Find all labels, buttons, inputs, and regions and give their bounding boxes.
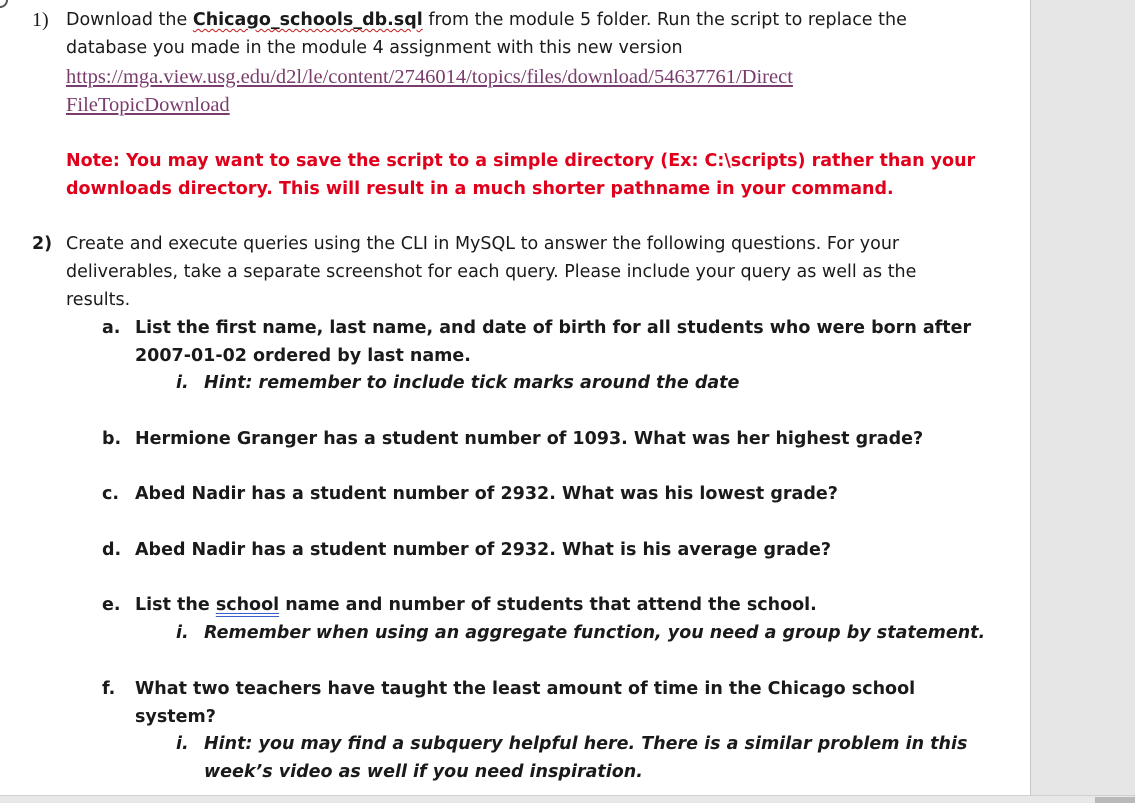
page-corner-mark <box>0 0 8 8</box>
question-c-line-1: Abed Nadir has a student number of 2932. What was his lowest grade? <box>135 484 838 504</box>
note-line-1: Note: You may want to save the script to a simple directory (Ex: C:\scripts) rather than your <box>66 151 976 171</box>
item-2-line-2: deliverables, take a separate screenshot for each query. Please include your query as well as the <box>66 262 917 282</box>
document-side-margin <box>1030 0 1135 803</box>
question-e-school-word: school <box>215 595 280 615</box>
question-e-prefix: List the <box>135 595 210 615</box>
question-e-line-1 <box>135 595 817 615</box>
question-c-marker: c. <box>102 484 120 504</box>
question-f-marker: f. <box>102 679 116 699</box>
question-f-hint-line-1: Hint: you may find a subquery helpful here. There is a similar problem in this <box>204 734 968 754</box>
item-2-line-1: Create and execute queries using the CLI in MySQL to answer the following questions. For your <box>66 234 900 254</box>
download-link-line-1[interactable]: https://mga.view.usg.edu/d2l/le/content/2746014/topics/files/download/54637761/Direct <box>66 66 793 88</box>
item-1-prefix: Download the <box>66 10 188 30</box>
question-b-line-1: Hermione Granger has a student number of 1093. What was her highest grade? <box>135 429 924 449</box>
scrollbar-thumb[interactable] <box>1095 797 1135 803</box>
question-a-line-1: List the first name, last name, and date of birth for all students who were born after <box>135 318 972 338</box>
note-line-2: downloads directory. This will result in a much shorter pathname in your command. <box>66 179 894 199</box>
question-e-marker: e. <box>102 595 121 615</box>
question-f-hint-marker: i. <box>176 734 189 754</box>
item-1-suffix: from the module 5 folder. Run the script to replace the <box>428 10 907 30</box>
item-1-line-2: database you made in the module 4 assignment with this new version <box>66 38 683 58</box>
question-f-line-1: What two teachers have taught the least amount of time in the Chicago school <box>135 679 916 699</box>
question-a-line-2: 2007-01-02 ordered by last name. <box>135 346 471 366</box>
item-1-number: 1) <box>32 9 49 31</box>
question-a-hint: Hint: remember to include tick marks around the date <box>204 373 740 393</box>
question-e-hint: Remember when using an aggregate function, you need a group by statement. <box>204 623 986 643</box>
question-e-hint-marker: i. <box>176 623 189 643</box>
question-f-hint-line-2: week’s video as well if you need inspiration. <box>204 762 643 782</box>
question-b-marker: b. <box>102 429 122 449</box>
item-2-number: 2) <box>32 234 53 254</box>
question-d-line-1: Abed Nadir has a student number of 2932. What is his average grade? <box>135 540 831 560</box>
horizontal-scrollbar[interactable] <box>0 795 1135 803</box>
item-1-line-1 <box>66 10 907 30</box>
download-link-line-2[interactable]: FileTopicDownload <box>66 94 230 116</box>
script-filename: Chicago_schools_db.sql <box>192 10 423 30</box>
question-a-hint-marker: i. <box>176 373 189 393</box>
question-a-marker: a. <box>102 318 121 338</box>
question-d-marker: d. <box>102 540 122 560</box>
question-e-suffix: name and number of students that attend the school. <box>285 595 817 615</box>
question-f-line-2: system? <box>135 707 216 727</box>
item-2-line-3: results. <box>66 290 131 310</box>
